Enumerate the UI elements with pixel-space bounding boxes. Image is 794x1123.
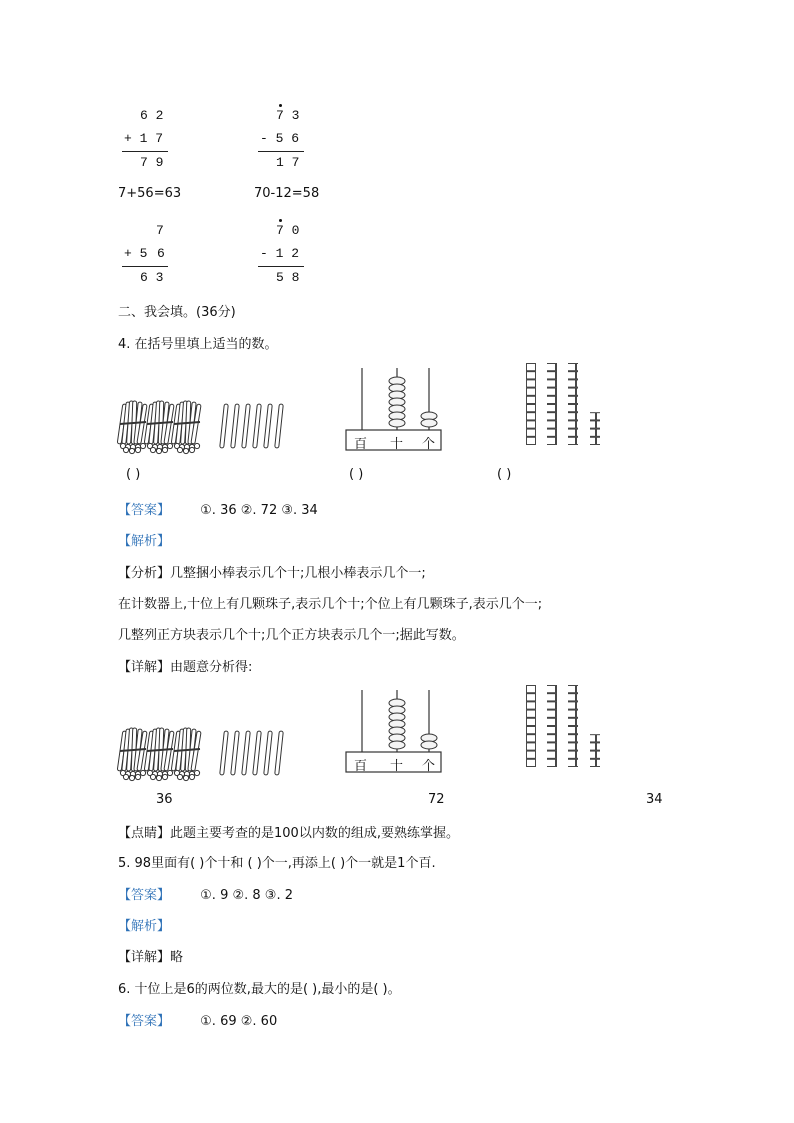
abacus-label-ones: 个 [422,759,436,774]
jiexi-tag: 【解析】 [118,919,171,934]
difference-result: 5 8 [276,270,300,285]
addend-bottom: + 5 [124,246,148,261]
answer-tag: 【答案】 [118,1014,171,1029]
detail-text: 略 [170,950,184,965]
addend-top: 7 [156,223,164,238]
equation-1: 7+56=63 [118,186,182,201]
minuend: 7 3 [276,108,300,123]
addend-bottom: + 1 7 [124,131,164,146]
question-4-stem: 4. 在括号里填上适当的数。 [118,337,278,352]
minuend: 7 0 [276,223,300,238]
detail-tag: 【详解】 [118,660,171,675]
blank-3: ( ) [497,467,512,482]
value-1: 36 [156,792,173,807]
analysis-line-2: 在计数器上,十位上有几颗珠子,表示几个十;个位上有几颗珠子,表示几个一; [118,597,543,612]
abacus-label-hundreds: 百 [354,437,368,452]
answer-tag: 【答案】 [118,503,171,518]
detail-tag: 【详解】 [118,950,171,965]
blank-2: ( ) [349,467,364,482]
question-6-stem: 6. 十位上是6的两位数,最大的是( ),最小的是( )。 [118,982,401,997]
answer-values: ①. 36 ②. 72 ③. 34 [200,503,318,518]
review-tag: 【点睛】 [118,826,171,841]
equation-2: 70-12=58 [254,186,320,201]
detail-text: 由题意分析得: [170,660,253,675]
addend-top: 6 2 [140,108,164,123]
answer-values: ①. 9 ②. 8 ③. 2 [200,888,293,903]
answer-values: ①. 69 ②. 60 [200,1014,278,1029]
abacus-label-hundreds: 百 [354,759,368,774]
stick-bundles-illustration-2 [118,725,288,781]
sum-result: 6 3 [140,270,164,285]
question-5-stem: 5. 98里面有( )个十和 ( )个一,再添上( )个一就是1个百. [118,856,436,871]
difference-result: 1 7 [276,155,300,170]
section-title: 二、我会填。(36分) [118,305,236,320]
review-text: 此题主要考查的是100以内数的组成,要熟练掌握。 [170,826,459,841]
jiexi-tag: 【解析】 [118,534,171,549]
analysis-line-3: 几整列正方块表示几个十;几个正方块表示几个一;据此写数。 [118,628,465,643]
abacus-label-ones: 个 [422,437,436,452]
abacus-label-tens: 十 [390,437,404,452]
analysis-tag: 【分析】 [118,566,171,581]
subtrahend: - 5 6 [260,131,300,146]
value-2: 72 [428,792,445,807]
stick-bundles-illustration-1 [118,398,288,454]
value-3: 34 [646,792,663,807]
analysis-line-1: 几整捆小棒表示几个十;几根小棒表示几个一; [170,566,426,581]
square-columns-illustration-1 [526,363,606,447]
answer-tag: 【答案】 [118,888,171,903]
subtrahend: - 1 2 [260,246,300,261]
blank-1: ( ) [126,467,141,482]
square-columns-illustration-2 [526,685,606,769]
sum-result: 7 9 [140,155,164,170]
addend-bottom-digit: 6 [157,246,165,261]
abacus-label-tens: 十 [390,759,404,774]
